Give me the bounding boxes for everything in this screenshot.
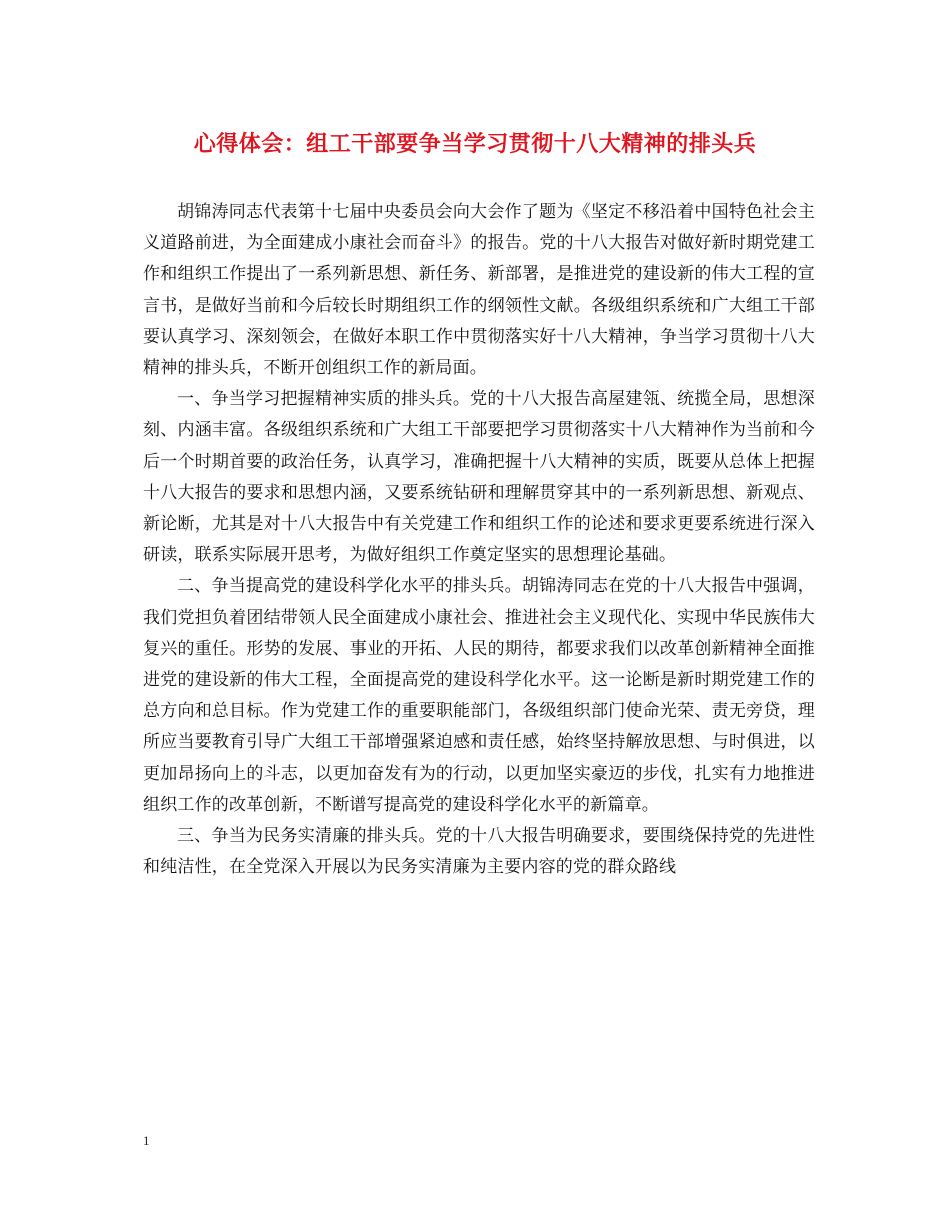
document-body bbox=[143, 197, 815, 883]
document-title: 心得体会：组工干部要争当学习贯彻十八大精神的排头兵 bbox=[193, 131, 757, 157]
paragraph-section-two: 二、争当提高党的建设科学化水平的排头兵。胡锦涛同志在党的十八大报告中强调，我们党担负着团结带领人民全面建成小康社会、推进社会主义现代化、实现中华民族伟大复兴的重任。形势的发展、事业的开拓、人民的期待，都要求我们以改革创新精神全面推进党的建设新的伟大工程，全面提高党的建设科学化水平。这一论断是新时期党建工作的总方向和总目标。作为党建工作的重要职能部门，各级组织部门使命光荣、责无旁贷，理所应当要教育引导广大组工干部增强紧迫感和责任感，始终坚持解放思想、与时俱进，以更加昂扬向上的斗志，以更加奋发有为的行动，以更加坚实豪迈的步伐，扎实有力地推进组织工作的改革创新，不断谱写提高党的建设科学化水平的新篇章。 bbox=[143, 576, 815, 815]
paragraph-section-three: 三、争当为民务实清廉的排头兵。党的十八大报告明确要求，要围绕保持党的先进性和纯洁性，在全党深入开展以为民务实清廉为主要内容的党的群众路线 bbox=[143, 826, 815, 878]
paragraph-intro: 胡锦涛同志代表第十七届中央委员会向大会作了题为《坚定不移沿着中国特色社会主义道路前进，为全面建成小康社会而奋斗》的报告。党的十八大报告对做好新时期党建工作和组织工作提出了一系列新思想、新任务、新部署，是推进党的建设新的伟大工程的宣言书，是做好当前和今后较长时期组织工作的纲领性文献。各级组织系统和广大组工干部要认真学习、深刻领会，在做好本职工作中贯彻落实好十八大精神，争当学习贯彻十八大精神的排头兵，不断开创组织工作的新局面。 bbox=[143, 202, 815, 379]
page-number: 1 bbox=[143, 1133, 150, 1148]
paragraph-section-one: 一、争当学习把握精神实质的排头兵。党的十八大报告高屋建瓴、统揽全局，思想深刻、内涵丰富。各级组织系统和广大组工干部要把学习贯彻落实十八大精神作为当前和今后一个时期首要的政治任务，认真学习，准确把握十八大精神的实质，既要从总体上把握十八大报告的要求和思想内涵，又要系统钻研和理解贯穿其中的一系列新思想、新观点、新论断，尤其是对十八大报告中有关党建工作和组织工作的论述和要求更要系统进行深入研读，联系实际展开思考，为做好组织工作奠定坚实的思想理论基础。 bbox=[143, 389, 815, 566]
